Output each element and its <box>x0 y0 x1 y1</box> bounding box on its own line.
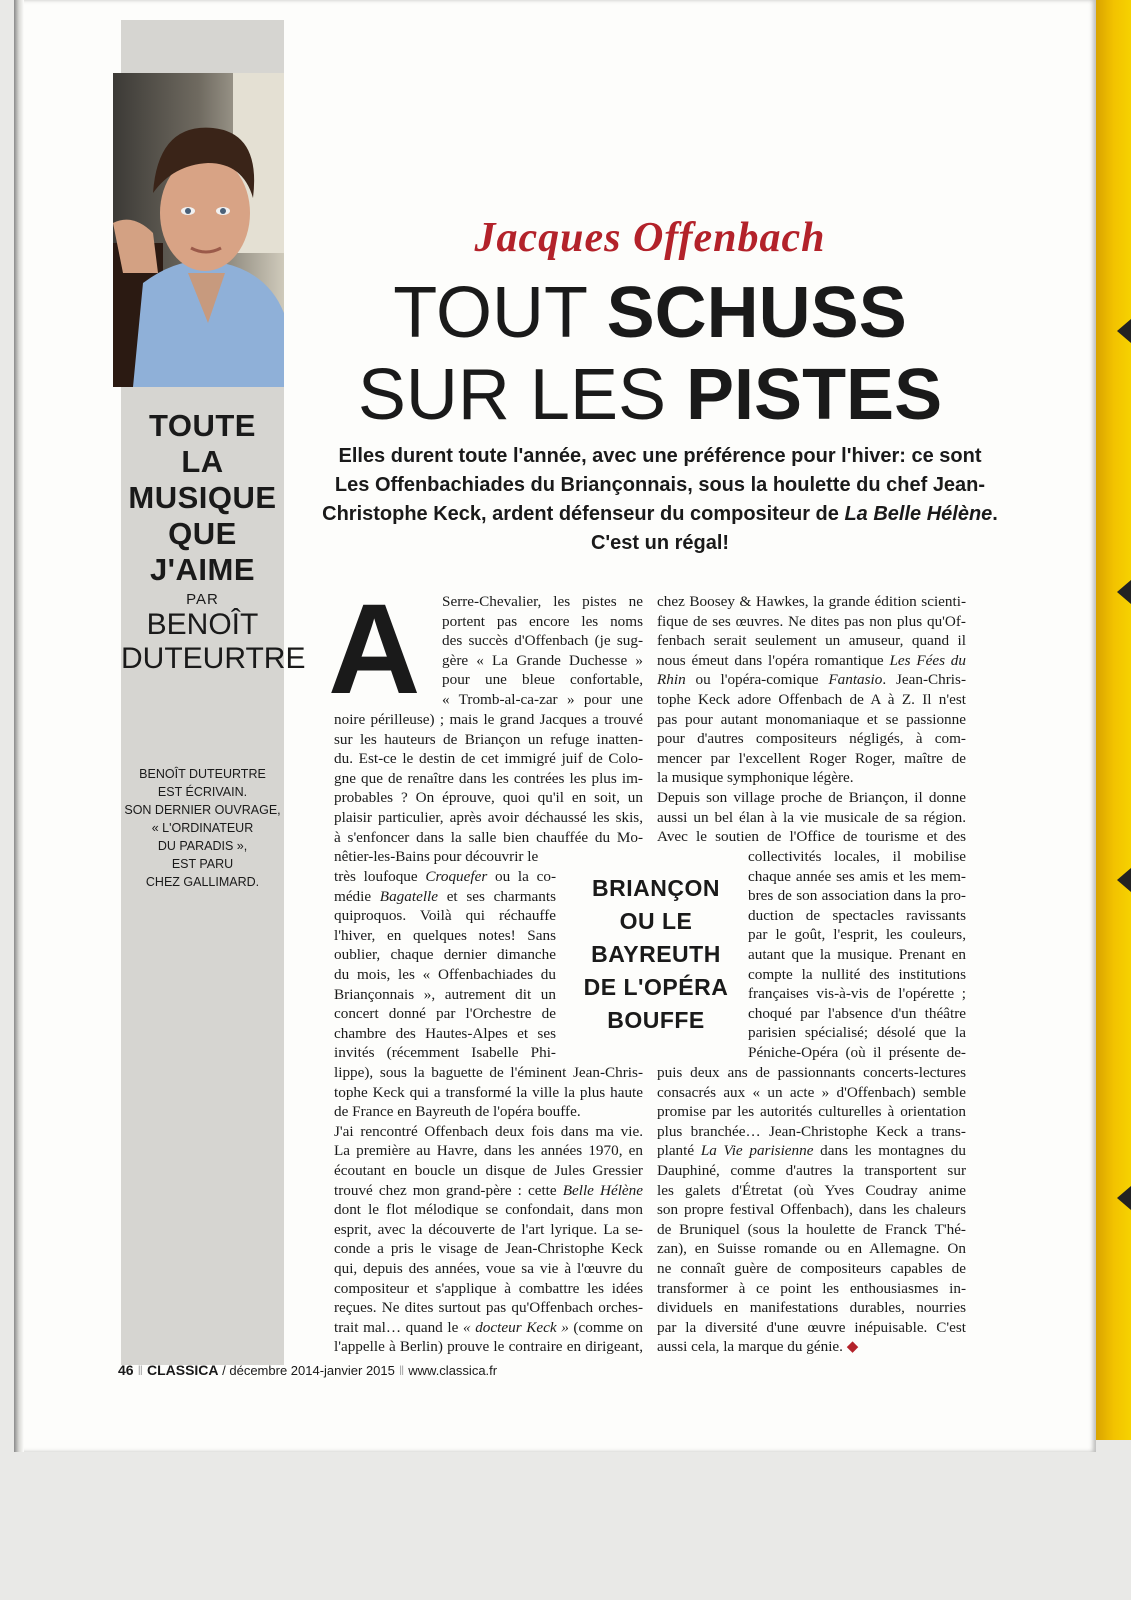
text-line: par la diversité d'une œuvre inépuisable. C'est <box>657 1318 966 1336</box>
text-line: reçues. Ne dites surtout pas qu'Offenbach orches- <box>334 1299 643 1317</box>
text-line: collectivités locales, il mobilise <box>748 848 966 865</box>
headline-bold: SCHUSS <box>606 273 907 353</box>
bio-line: SON DERNIER OUVRAGE, <box>124 803 281 817</box>
column-title-line: LA <box>181 444 224 479</box>
bio-line: « L'ORDINATEUR <box>151 821 254 835</box>
text-line: de Bruniquel (sous la houlette de Franck T'hé- <box>657 1220 966 1238</box>
text-line: fique de ses œuvres. Ne dites pas non plus qu'Of- <box>657 612 966 630</box>
text-line: les galets d'Étretat (où Yves Coudray anime <box>657 1181 966 1199</box>
bio-line: EST PARU <box>171 857 234 871</box>
article-headline <box>300 272 1000 436</box>
column-title-line: J'AIME <box>149 552 256 587</box>
text-line: par le goût, l'esprit, les couleurs, <box>748 926 966 944</box>
article-subtitle: Jacques Offenbach <box>474 215 826 261</box>
lead-italic: La Belle Hélène <box>844 503 993 525</box>
text-line: l'appelle à Berlin) prouve le contraire en dirigeant, <box>334 1338 643 1356</box>
text-line: son propre festival Offenbach), dans les chaleurs <box>657 1201 966 1219</box>
text-line: portent pas encore les noms <box>442 612 643 630</box>
text-line: autant que la musique. Prenant en <box>748 945 966 963</box>
column-title-line: TOUTE <box>149 408 256 443</box>
text-line: trait mal… quand le « docteur Keck » (comme on <box>334 1318 644 1336</box>
text-line: médie Bagatelle et ses charmants <box>334 887 556 905</box>
bio-line: DU PARADIS », <box>157 839 248 853</box>
text-line: sur les hauteurs de Briançon un refuge inatten- <box>334 730 643 748</box>
headline-light: SUR LES <box>357 355 687 435</box>
text-line: compte la nullité des institutions <box>748 965 966 983</box>
text-line: quiproquos. Voilà qui réchauffe <box>334 907 556 925</box>
page-number: 46 <box>118 1362 134 1378</box>
headline-bold: PISTES <box>686 355 943 435</box>
text-line: la musique symphonique légère. <box>657 769 854 787</box>
text-line: Rhin ou l'opéra-comique Fantasio. Jean-Chris- <box>657 671 966 689</box>
text-line: françaises vis-à-vis de l'opérette ; <box>748 985 966 1003</box>
pull-quote-line: BRIANÇON <box>592 875 720 901</box>
text-line: esprit, avec la découverte de l'art lyrique. La se- <box>334 1220 643 1238</box>
next-page-edge <box>1096 0 1131 1440</box>
text-line: transformer à ce point les enthousiasmes in- <box>657 1279 966 1297</box>
text-line: lippe), sous la baguette de l'éminent Jean-Chris- <box>334 1064 643 1081</box>
author-photo <box>113 73 284 387</box>
text-line: Depuis son village proche de Briançon, il donne <box>657 788 966 806</box>
text-line: des succès d'Offenbach (je sug- <box>442 632 643 650</box>
page-footer: 46 ‖ CLASSICA / décembre 2014-janvier 2015 ‖ www.classica.fr <box>118 1362 498 1378</box>
column-2-bottom <box>657 1063 966 1357</box>
author-name-line: BENOÎT <box>146 608 259 641</box>
text-line: gne que de renaître dans les contrées les plus im- <box>334 769 643 787</box>
end-mark-icon: ◆ <box>846 1338 859 1356</box>
column-title-block <box>121 408 306 676</box>
text-line: planté La Vie parisienne dans les montagnes du <box>657 1142 966 1160</box>
bio-line: CHEZ GALLIMARD. <box>145 875 260 889</box>
author-name-line: DUTEURTRE <box>121 642 306 675</box>
column-title-line: MUSIQUE <box>128 480 277 515</box>
text-line: promise par les autorités culturelles à orientation <box>657 1103 966 1121</box>
lead-text: . C'est un régal! <box>590 503 998 554</box>
column-1-bottom <box>334 1063 643 1357</box>
text-line: pas pour autant monomaniaque et se passionne <box>657 710 966 728</box>
text-line: écoutant en boucle un disque de Jules Gressier <box>334 1161 643 1179</box>
text-line: Péniche-Opéra (où il présente de- <box>748 1043 966 1061</box>
text-line: plus branchée… Jean-Christophe Keck a trans- <box>657 1122 966 1140</box>
text-line: pour d'autres compositeurs négligés, à com- <box>657 730 966 748</box>
text-line: conde a pris le visage de Jean-Christophe Keck <box>334 1240 643 1258</box>
text-line: noire périlleuse) ; mais le grand Jacques a trouvé <box>334 711 643 728</box>
text-line: du. Est-ce le destin de cet immigré juif de Colo- <box>334 750 643 768</box>
text-line: qui, depuis des années, voue sa vie à l'œuvre du <box>334 1259 643 1277</box>
pull-quote <box>571 872 741 1037</box>
text-line: probables ? On éprouve, quoi qu'il en soit, un <box>334 789 643 807</box>
text-line: très loufoque Croquefer ou la co- <box>334 868 556 885</box>
text-line: concert donné par l'Orchestre de <box>334 1005 556 1023</box>
column-2-top <box>657 592 966 847</box>
pull-quote-line: BOUFFE <box>607 1007 705 1033</box>
website-link[interactable]: www.classica.fr <box>408 1363 498 1378</box>
text-line: fenbach serait seulement un amuseur, quand il <box>657 632 966 650</box>
text-line: l'hiver, en quelques notes! Sans <box>334 926 556 944</box>
text-line: nêtier-les-Bains pour découvrir le <box>334 848 539 866</box>
by-label: PAR <box>186 591 219 608</box>
headline-light: TOUT <box>393 273 607 353</box>
column-title-line: QUE <box>168 516 237 551</box>
text-line: Dauphiné, comme d'autres la transportent sur <box>657 1161 966 1179</box>
text-line: de France en Bayreuth de l'opéra bouffe. <box>334 1103 581 1121</box>
text-line: J'ai rencontré Offenbach deux fois dans ma vie. <box>334 1122 643 1140</box>
text-line: plaisir particulier, après avoir déchaussé les skis, <box>334 808 643 826</box>
text-line: bres de son association dans la pro- <box>748 887 966 905</box>
text-line: « Tromb-al-ca-zar » pour une <box>442 690 643 708</box>
text-line: tophe Keck qui a transformé la ville la plus haute <box>334 1083 643 1101</box>
text-line: trouvé chez mon grand-père : cette Belle Hélène <box>334 1181 643 1199</box>
text-line: chez Boosey & Hawkes, la grande édition scienti- <box>657 593 966 610</box>
text-line: consacrés aux « un acte » d'Offenbach) semble <box>657 1083 966 1101</box>
pull-quote-line: DE L'OPÉRA <box>583 974 729 1000</box>
text-line: oublier, chaque dernier dimanche <box>334 946 556 964</box>
page-spine-shadow <box>14 0 24 1452</box>
text-line: à s'enfoncer dans la salle bien chauffée du Mo- <box>334 828 643 846</box>
text-line: Serre-Chevalier, les pistes ne <box>442 593 643 610</box>
text-line: du mois, les « Offenbachiades du <box>334 965 556 983</box>
text-line: chaque année ses amis et les mem- <box>748 867 966 885</box>
column-1-top <box>442 592 643 710</box>
column-2-narrow <box>748 847 966 1063</box>
magazine-name: CLASSICA <box>146 1362 219 1378</box>
pull-quote-line: BAYREUTH <box>591 941 721 967</box>
text-line: mencer par l'excellent Roger Roger, maître de <box>657 749 966 767</box>
text-line: Avec le soutien de l'Office de tourisme et des <box>657 828 966 846</box>
text-line: duction de spectacles ravissants <box>748 906 966 924</box>
lead-text: Elles durent toute l'année, avec une préférence pour l'hiver: ce sont Les Offenbachiades du Briançonnais, sous la houlette du chef Jean-Christophe Keck, ardent défenseur du compositeur de <box>322 445 986 525</box>
text-line: dont le flot mélodique se confondait, dans mon <box>334 1201 643 1219</box>
text-line: aussi un bel élan à la vie musicale de sa région. <box>657 808 966 826</box>
text-line: tophe Keck adore Offenbach de A à Z. Il n'est <box>657 690 966 708</box>
pull-quote-line: OU LE <box>619 908 693 934</box>
column-1-mid <box>334 710 643 867</box>
text-line: choqué par l'absence d'un théâtre <box>748 1004 966 1022</box>
text-line: parisien spécialisé; désolé que la <box>748 1024 966 1042</box>
author-bio <box>121 765 284 891</box>
drop-cap: A <box>328 578 421 721</box>
text-line: pour une bleue confortable, <box>442 671 643 689</box>
bio-line: EST ÉCRIVAIN. <box>157 785 248 799</box>
article-lead <box>320 442 1000 558</box>
text-line: dividuels en manifestations durables, nourries <box>657 1299 966 1317</box>
issue-date: / décembre 2014-janvier 2015 <box>222 1363 395 1378</box>
text-line: chambre des Hautes-Alpes et ses <box>334 1024 556 1042</box>
text-line: La première au Havre, dans les années 1970, en <box>334 1142 643 1160</box>
column-1-narrow <box>334 867 556 1063</box>
text-line: compositeur et s'applique à combattre les idées <box>334 1279 643 1297</box>
text-line: Briançonnais », autrement dit un <box>334 985 556 1003</box>
bio-line: BENOÎT DUTEURTRE <box>139 767 266 781</box>
text-line: aussi cela, la marque du génie. ◆ <box>657 1338 859 1356</box>
text-line: gère « La Grande Duchesse » <box>442 651 643 669</box>
text-line: invités (récemment Isabelle Phi- <box>334 1044 556 1062</box>
text-line: ne connaît guère de compositeurs capables de <box>657 1259 966 1277</box>
text-line: puis deux ans de passionnants concerts-lectures <box>657 1064 966 1081</box>
text-line: zan), en Suisse romande ou en Allemagne. On <box>657 1240 966 1258</box>
text-line: nous émeut dans l'opéra romantique Les Fées du <box>657 651 966 669</box>
